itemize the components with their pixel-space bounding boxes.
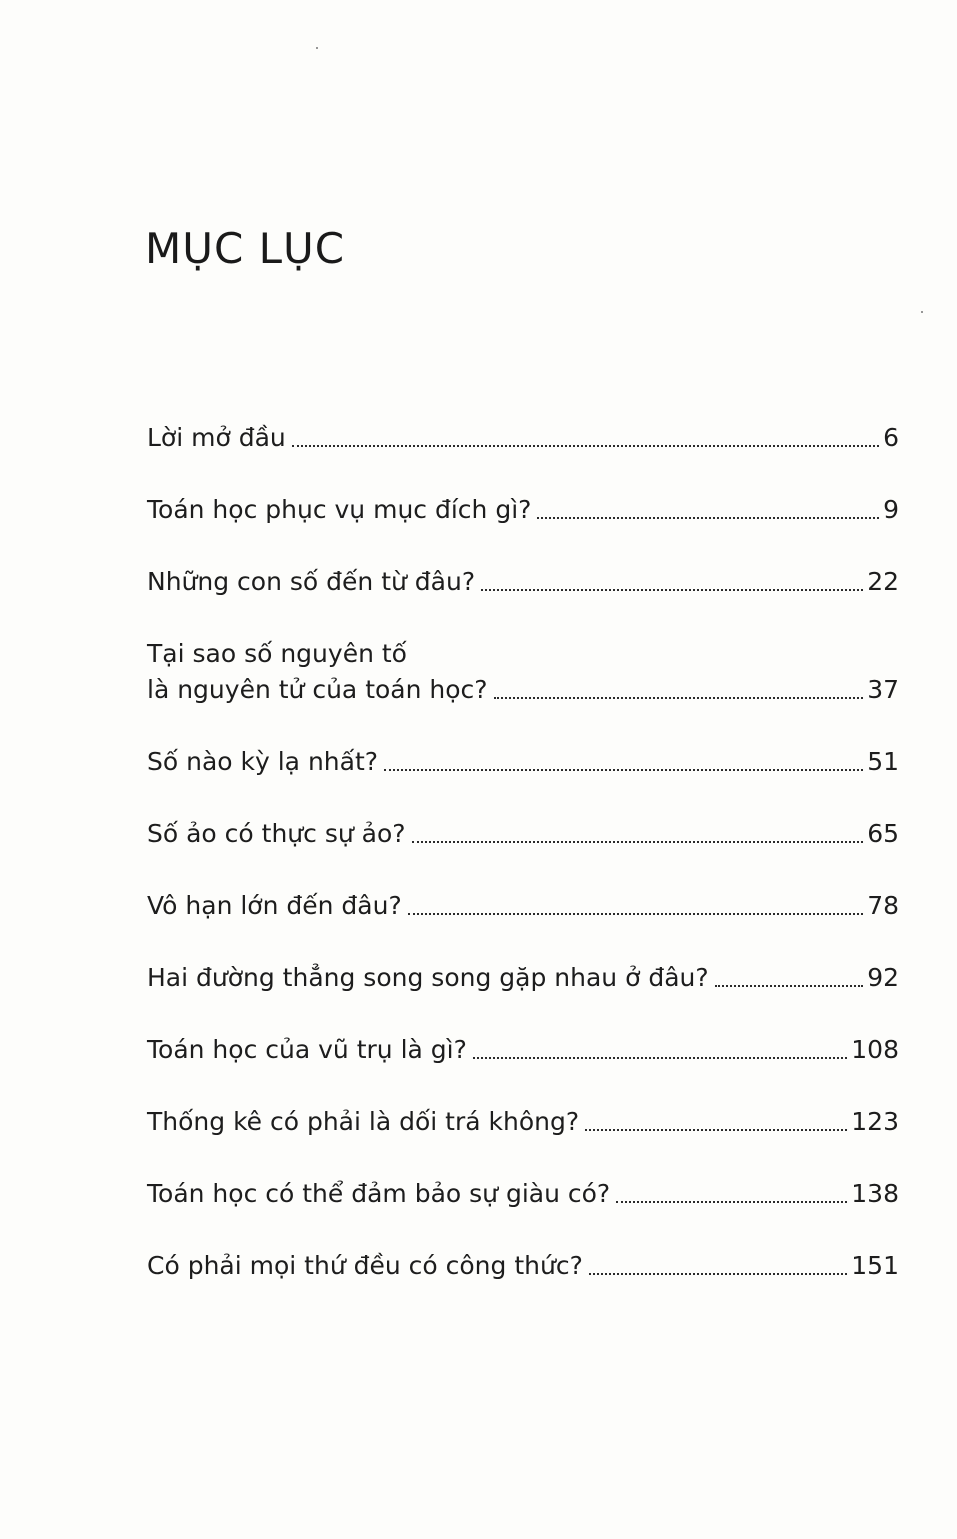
toc-entry-title: Vô hạn lớn đến đâu?: [147, 891, 402, 920]
toc-entry[interactable]: [147, 816, 899, 852]
toc-entry-page: 151: [851, 1251, 899, 1280]
toc-entry-title: Lời mở đầu: [147, 423, 286, 452]
toc-entry-page: 108: [851, 1035, 899, 1064]
toc-entry-title: Số nào kỳ lạ nhất?: [147, 747, 379, 776]
toc-entry-title: Những con số đến từ đâu?: [147, 567, 476, 596]
paper-speck: [921, 311, 923, 313]
toc-entry[interactable]: [147, 1176, 899, 1212]
toc-entry-page: 9: [883, 495, 899, 524]
toc-list: [147, 420, 899, 1320]
dot-leader: [715, 985, 864, 987]
toc-entry-page: 78: [867, 891, 899, 920]
dot-leader: [408, 913, 863, 915]
toc-entry[interactable]: [147, 636, 899, 708]
toc-entry-page: 65: [867, 819, 899, 848]
toc-entry-title: Toán học của vũ trụ là gì?: [147, 1035, 467, 1064]
dot-leader: [473, 1057, 847, 1059]
toc-entry[interactable]: [147, 1032, 899, 1068]
toc-entry-page: 138: [851, 1179, 899, 1208]
dot-leader: [537, 517, 879, 519]
toc-entry[interactable]: [147, 492, 899, 528]
dot-leader: [412, 841, 864, 843]
dot-leader: [384, 769, 863, 771]
toc-entry[interactable]: [147, 420, 899, 456]
toc-entry-page: 92: [867, 963, 899, 992]
paper-speck: [316, 47, 318, 49]
dot-leader: [494, 697, 864, 699]
dot-leader: [292, 445, 879, 447]
toc-entry[interactable]: [147, 1248, 899, 1284]
toc-entry-title: Toán học phục vụ mục đích gì?: [147, 495, 532, 524]
toc-entry[interactable]: [147, 744, 899, 780]
toc-entry-title: Toán học có thể đảm bảo sự giàu có?: [147, 1179, 611, 1208]
toc-entry[interactable]: [147, 960, 899, 996]
dot-leader: [589, 1273, 847, 1275]
toc-entry-title: Tại sao số nguyên tố là nguyên tử của toán học?: [147, 639, 488, 704]
toc-entry[interactable]: [147, 1104, 899, 1140]
toc-entry-title: Có phải mọi thứ đều có công thức?: [147, 1251, 583, 1280]
toc-heading: MỤC LỤC: [145, 224, 346, 273]
toc-entry-title: Hai đường thẳng song song gặp nhau ở đâu?: [147, 963, 709, 992]
toc-entry-title: Thống kê có phải là dối trá không?: [147, 1107, 580, 1136]
toc-entry-title: Số ảo có thực sự ảo?: [147, 819, 406, 848]
toc-entry-page: 123: [851, 1107, 899, 1136]
toc-entry-page: 51: [867, 747, 899, 776]
toc-entry[interactable]: [147, 564, 899, 600]
dot-leader: [481, 589, 863, 591]
dot-leader: [585, 1129, 847, 1131]
toc-entry[interactable]: [147, 888, 899, 924]
toc-entry-page: 22: [867, 567, 899, 596]
toc-entry-page: 6: [883, 423, 899, 452]
dot-leader: [616, 1201, 847, 1203]
toc-entry-page: 37: [867, 675, 899, 704]
